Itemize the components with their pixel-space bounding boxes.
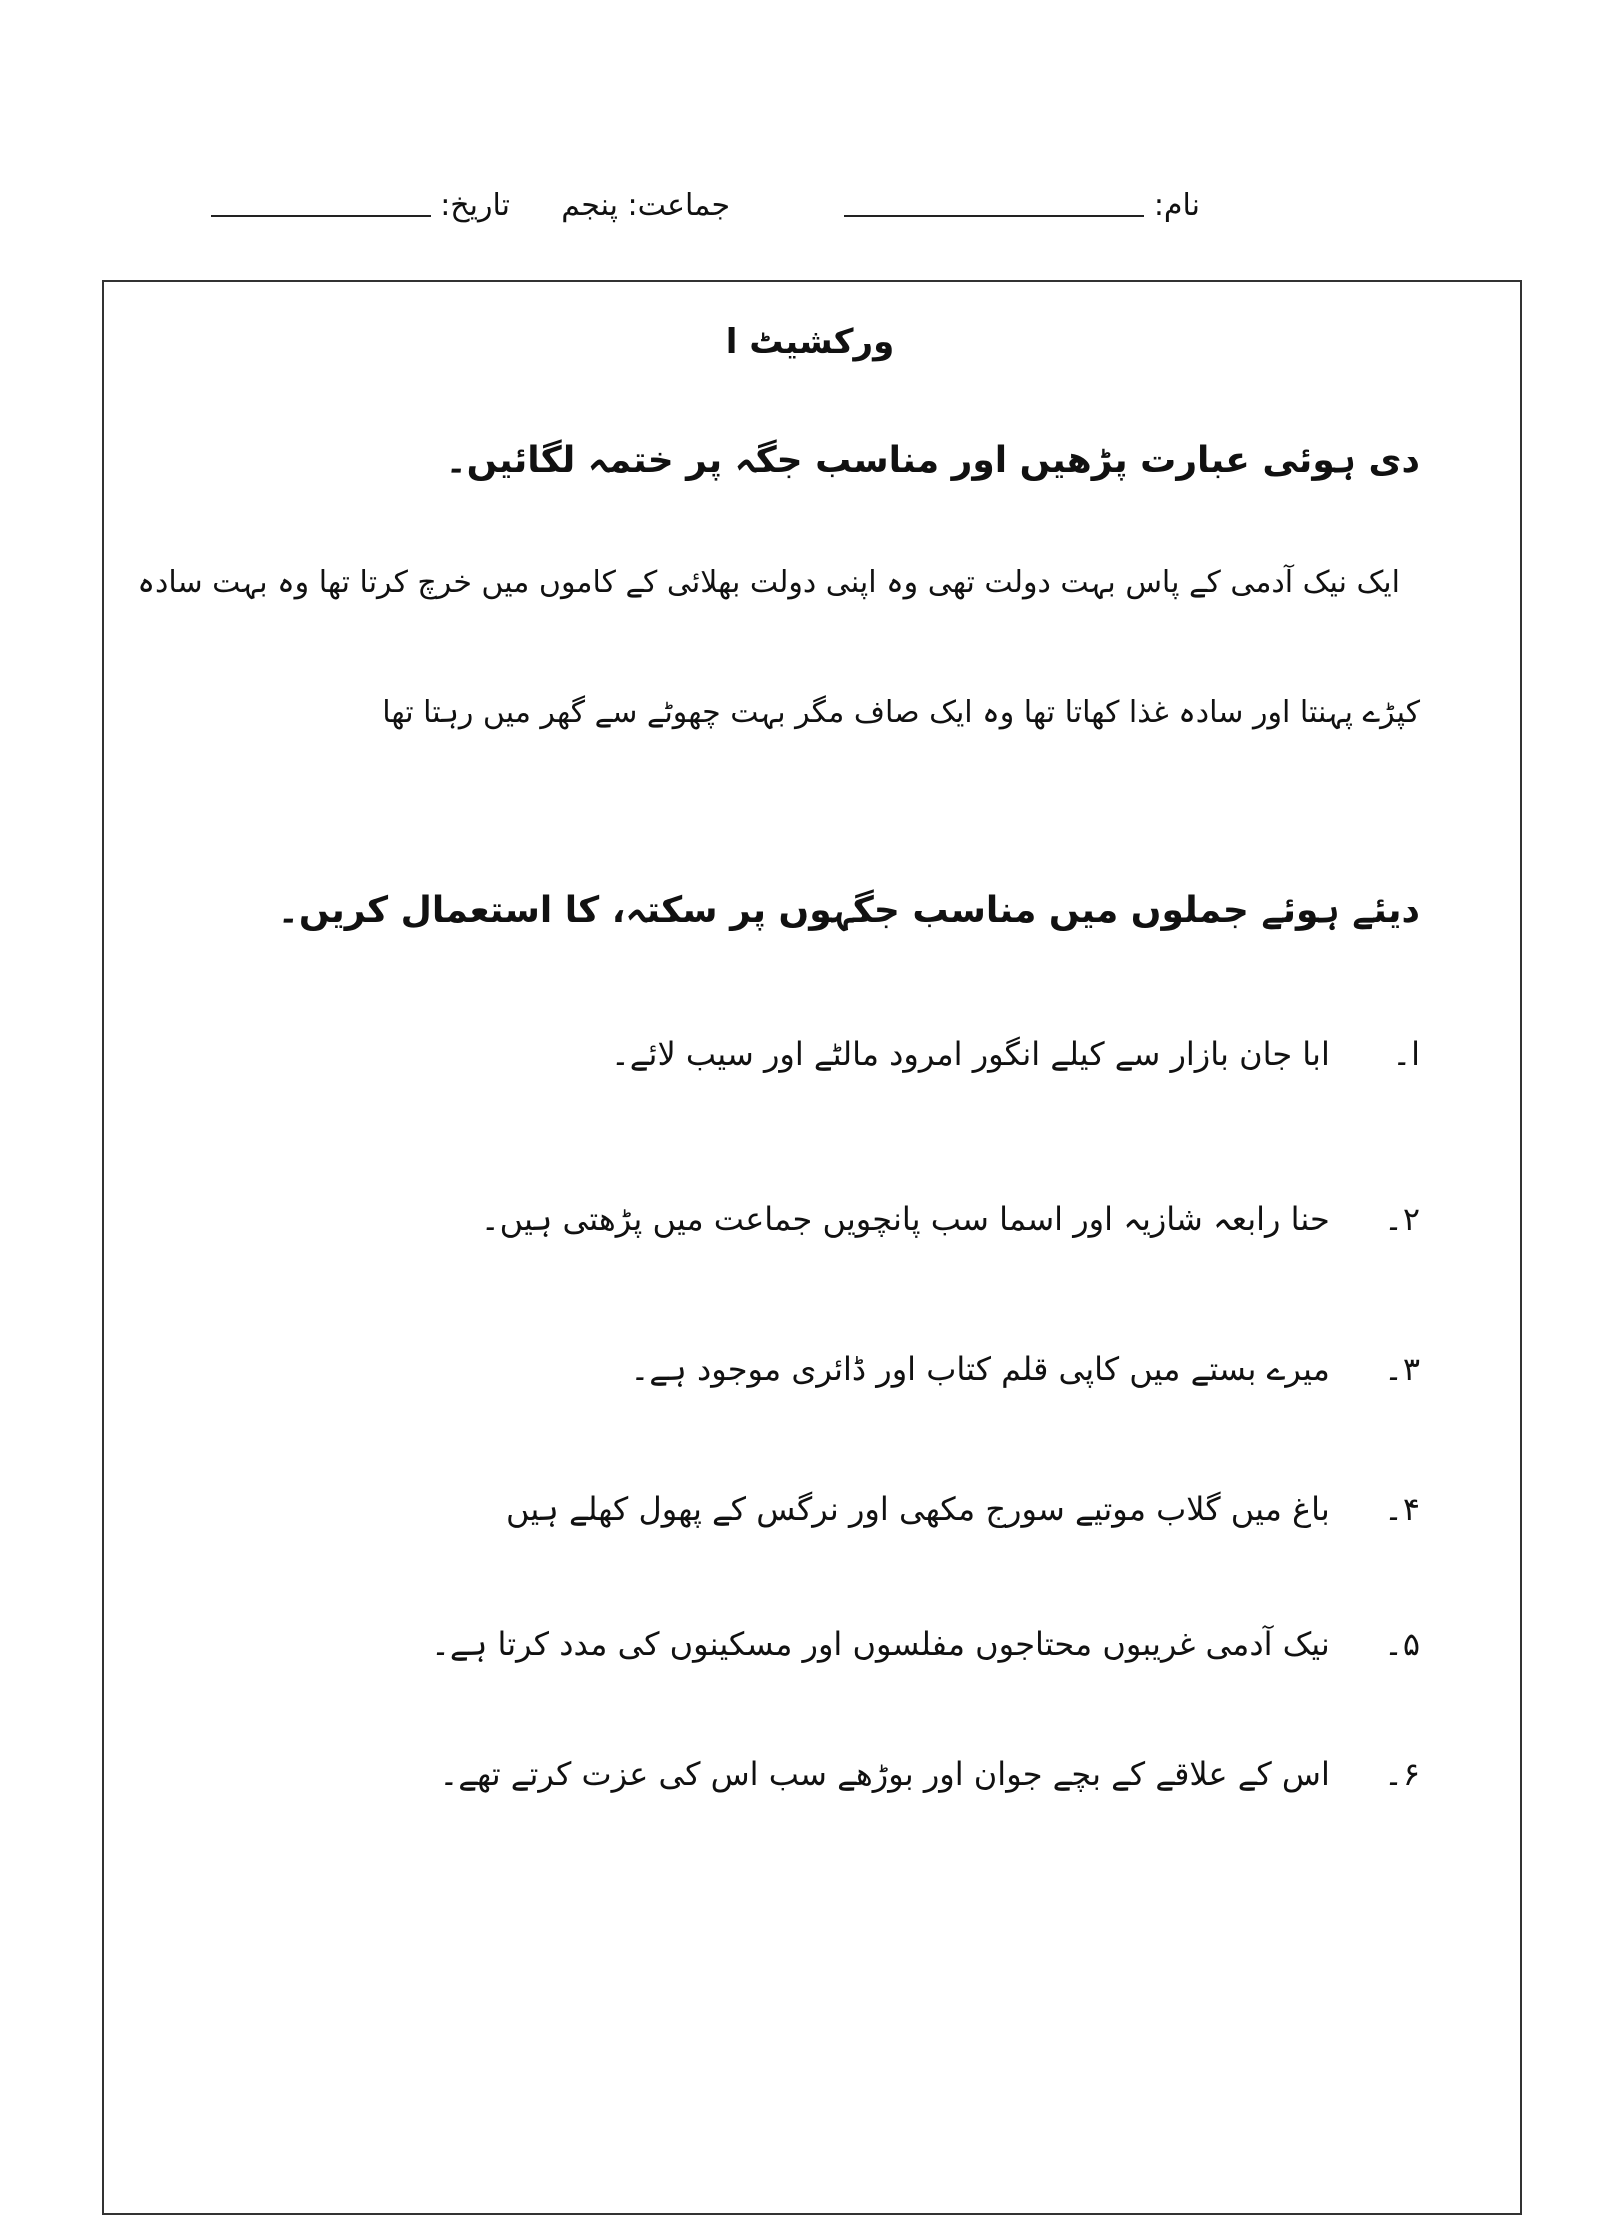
sentence-item — [431, 1625, 1420, 1663]
sentence-item — [611, 1035, 1420, 1073]
instruction-full-stop: دی ہوئی عبارت پڑھیں اور مناسب جگہ پر ختمہ لگائیں۔ — [445, 440, 1420, 481]
sentence-text: نیک آدمی غریبوں محتاجوں مفلسوں اور مسکینوں کی مدد کرتا ہے۔ — [431, 1625, 1330, 1663]
sentence-item — [481, 1200, 1420, 1238]
sentence-number: ۳۔ — [1384, 1350, 1420, 1388]
instruction-comma: دیئے ہوئے جملوں میں مناسب جگہوں پر سکتہ، کا استعمال کریں۔ — [277, 890, 1420, 931]
header-row — [100, 188, 1200, 248]
worksheet-title: ورکشیٹ ا — [725, 322, 895, 362]
date-field — [211, 188, 510, 223]
class-label: جماعت: پنجم — [561, 188, 730, 223]
sentence-number: ا۔ — [1392, 1035, 1420, 1073]
sentence-number: ۵۔ — [1384, 1625, 1420, 1663]
sentence-number: ۴۔ — [1384, 1490, 1420, 1528]
sentence-number: ۲۔ — [1384, 1200, 1420, 1238]
class-field — [561, 188, 730, 223]
date-label: تاریخ: — [440, 188, 510, 223]
name-label: نام: — [1153, 188, 1200, 223]
passage-line-1: ایک نیک آدمی کے پاس بہت دولت تھی وہ اپنی دولت بھلائی کے کاموں میں خرچ کرتا تھا وہ بہت سادہ — [137, 565, 1400, 600]
name-field — [844, 188, 1200, 223]
sentence-item — [506, 1490, 1420, 1528]
passage-line-2: کپڑے پہنتا اور سادہ غذا کھاتا تھا وہ ایک صاف مگر بہت چھوٹے سے گھر میں رہتا تھا — [382, 695, 1420, 730]
sentence-item — [439, 1755, 1420, 1793]
sentence-text: باغ میں گلاب موتیے سورج مکھی اور نرگس کے پھول کھلے ہیں — [506, 1490, 1330, 1528]
sentence-text: اس کے علاقے کے بچے جوان اور بوڑھے سب اس کی عزت کرتے تھے۔ — [439, 1755, 1330, 1793]
sentence-text: ابا جان بازار سے کیلے انگور امرود مالٹے اور سیب لائے۔ — [611, 1035, 1330, 1073]
sentence-text: حنا رابعہ شازیہ اور اسما سب پانچویں جماعت میں پڑھتی ہیں۔ — [480, 1200, 1330, 1238]
date-blank-line[interactable] — [211, 214, 431, 217]
sentence-text: میرے بستے میں کاپی قلم کتاب اور ڈائری موجود ہے۔ — [630, 1350, 1330, 1388]
sentence-number: ۶۔ — [1384, 1755, 1420, 1793]
sentence-item — [631, 1350, 1420, 1388]
name-blank-line[interactable] — [844, 214, 1144, 217]
